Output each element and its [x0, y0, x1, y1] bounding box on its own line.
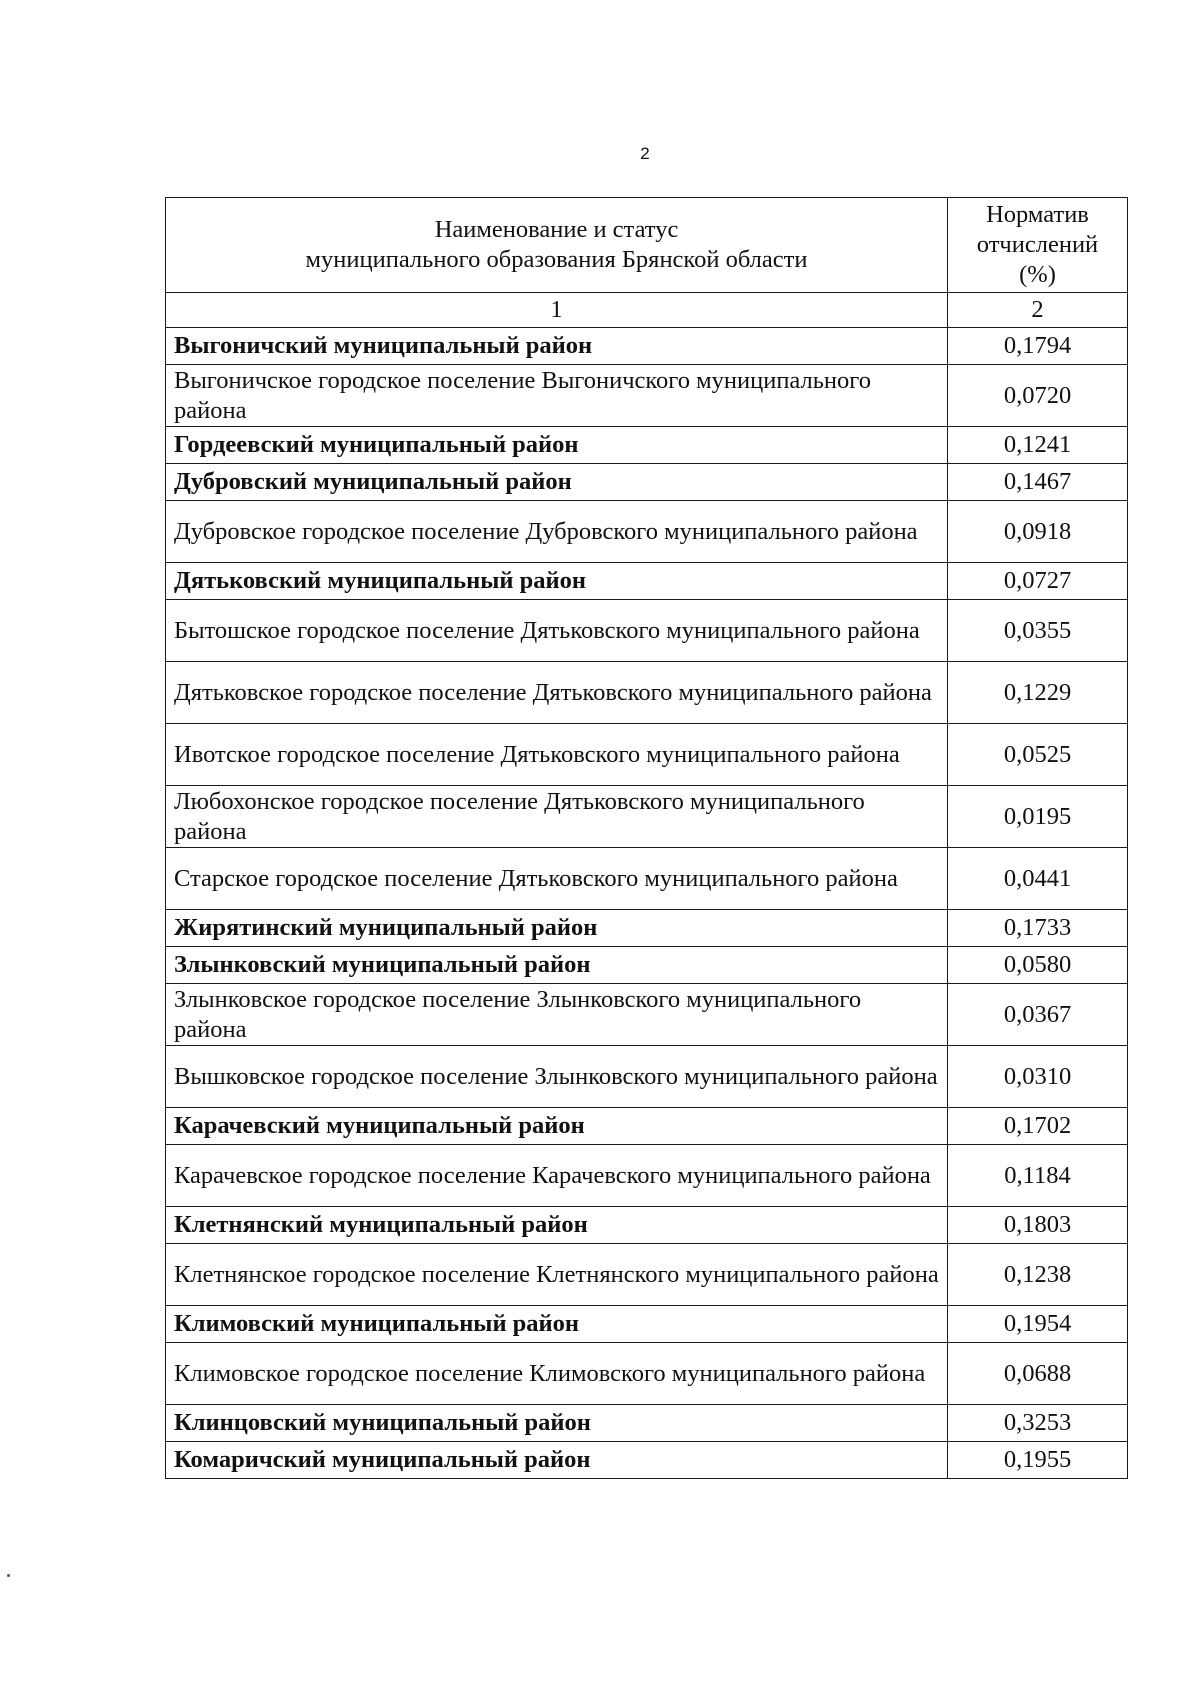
allocation-norm-value: 0,0310 [948, 1046, 1128, 1108]
table-row [166, 984, 1128, 1046]
allocation-norm-value: 0,0727 [948, 563, 1128, 600]
settlement-name: Бытошское городское поселение Дятьковского муниципального района [166, 600, 948, 662]
allocation-norm-value: 0,1184 [948, 1145, 1128, 1207]
allocation-norm-value: 0,1955 [948, 1442, 1128, 1479]
header-value-line3: (%) [1019, 261, 1056, 288]
allocation-norm-value: 0,1954 [948, 1306, 1128, 1343]
table-row [166, 1207, 1128, 1244]
allocation-norm-value: 0,3253 [948, 1405, 1128, 1442]
allocation-norm-value: 0,0367 [948, 984, 1128, 1046]
table-row [166, 328, 1128, 365]
header-name-line1: Наименование и статус [434, 216, 679, 243]
table-row [166, 1306, 1128, 1343]
header-value-line2: отчислений [976, 231, 1099, 258]
table-row [166, 947, 1128, 984]
table-row [166, 724, 1128, 786]
allocation-norm-value: 0,0525 [948, 724, 1128, 786]
table-row [166, 1244, 1128, 1306]
header-value-line1: Норматив [986, 201, 1089, 228]
allocation-norm-value: 0,0441 [948, 848, 1128, 910]
settlement-name: Ивотское городское поселение Дятьковского муниципального района [166, 724, 948, 786]
table-row [166, 365, 1128, 427]
header-name-line2: муниципального образования Брянской области [305, 246, 808, 273]
table-row [166, 1343, 1128, 1405]
allocation-norm-value: 0,0688 [948, 1343, 1128, 1405]
column-number-1: 1 [166, 293, 948, 328]
table-row [166, 910, 1128, 947]
table-row [166, 786, 1128, 848]
table-row [166, 464, 1128, 501]
allocation-norm-value: 0,0918 [948, 501, 1128, 563]
allocation-norm-value: 0,1794 [948, 328, 1128, 365]
column-number-row [166, 293, 1128, 328]
district-name: Дубровский муниципальный район [166, 464, 948, 501]
allocation-norm-value: 0,1803 [948, 1207, 1128, 1244]
district-name: Клинцовский муниципальный район [166, 1405, 948, 1442]
table-row [166, 600, 1128, 662]
page-number: 2 [640, 144, 650, 163]
table-row [166, 563, 1128, 600]
table-row [166, 1405, 1128, 1442]
allocation-norm-value: 0,1241 [948, 427, 1128, 464]
table-row [166, 1108, 1128, 1145]
allocation-norm-value: 0,0195 [948, 786, 1128, 848]
district-name: Гордеевский муниципальный район [166, 427, 948, 464]
district-name: Дятьковский муниципальный район [166, 563, 948, 600]
table-row [166, 1046, 1128, 1108]
district-name: Карачевский муниципальный район [166, 1108, 948, 1145]
table-body [166, 328, 1128, 1479]
allocation-norm-value: 0,1467 [948, 464, 1128, 501]
table-row [166, 427, 1128, 464]
table-row [166, 1442, 1128, 1479]
allocation-norm-value: 0,1733 [948, 910, 1128, 947]
scan-speck [7, 1574, 10, 1577]
settlement-name: Старское городское поселение Дятьковского муниципального района [166, 848, 948, 910]
district-name: Выгоничский муниципальный район [166, 328, 948, 365]
allocation-norm-value: 0,0355 [948, 600, 1128, 662]
settlement-name: Климовское городское поселение Климовского муниципального района [166, 1343, 948, 1405]
table-row [166, 848, 1128, 910]
allocation-norm-value: 0,1238 [948, 1244, 1128, 1306]
settlement-name: Злынковское городское поселение Злынковского муниципального района [166, 984, 948, 1046]
table-row [166, 662, 1128, 724]
district-name: Жирятинский муниципальный район [166, 910, 948, 947]
settlement-name: Выгоничское городское поселение Выгоничского муниципального района [166, 365, 948, 427]
settlement-name: Клетнянское городское поселение Клетнянского муниципального района [166, 1244, 948, 1306]
allocation-norm-value: 0,1229 [948, 662, 1128, 724]
settlement-name: Дубровское городское поселение Дубровского муниципального района [166, 501, 948, 563]
table-row [166, 1145, 1128, 1207]
district-name: Злынковский муниципальный район [166, 947, 948, 984]
allocation-norm-value: 0,1702 [948, 1108, 1128, 1145]
settlement-name: Дятьковское городское поселение Дятьковского муниципального района [166, 662, 948, 724]
column-number-2: 2 [948, 293, 1128, 328]
district-name: Комаричский муниципальный район [166, 1442, 948, 1479]
table-header-row [166, 198, 1128, 293]
district-name: Климовский муниципальный район [166, 1306, 948, 1343]
header-municipality-name [166, 198, 948, 293]
settlement-name: Карачевское городское поселение Карачевского муниципального района [166, 1145, 948, 1207]
allocation-norm-value: 0,0720 [948, 365, 1128, 427]
table-row [166, 501, 1128, 563]
district-name: Клетнянский муниципальный район [166, 1207, 948, 1244]
settlement-name: Любохонское городское поселение Дятьковского муниципального района [166, 786, 948, 848]
allocation-norms-table [165, 197, 1128, 1479]
header-allocation-norm [948, 198, 1128, 293]
allocation-norm-value: 0,0580 [948, 947, 1128, 984]
settlement-name: Вышковское городское поселение Злынковского муниципального района [166, 1046, 948, 1108]
